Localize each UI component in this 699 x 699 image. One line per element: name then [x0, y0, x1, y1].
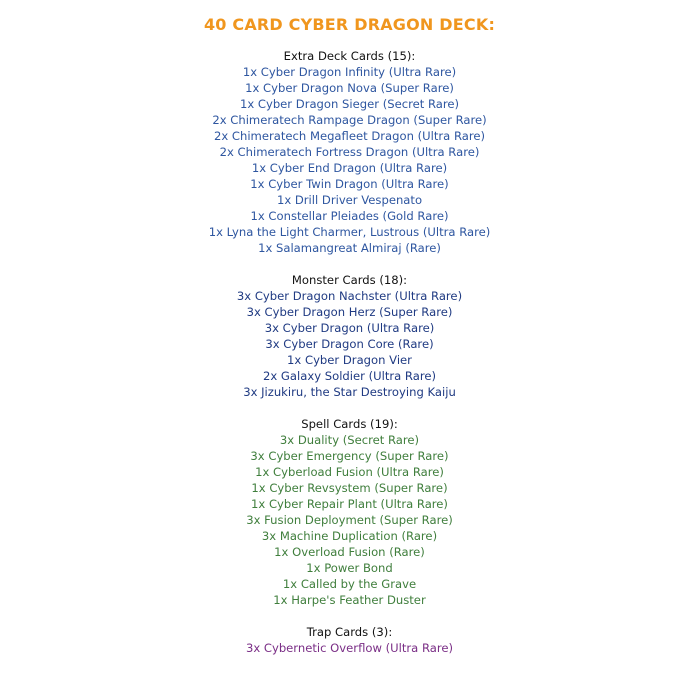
card-entry: 3x Fusion Deployment (Super Rare) — [246, 513, 453, 527]
card-entry: 1x Cyber Dragon Vier — [287, 353, 412, 367]
card-entry: 2x Chimeratech Fortress Dragon (Ultra Rare) — [219, 145, 480, 159]
page-title: 40 CARD CYBER DRAGON DECK: — [203, 15, 496, 34]
trap-card-list — [0, 640, 699, 656]
card-entry: 1x Lyna the Light Charmer, Lustrous (Ultra Rare) — [208, 225, 491, 239]
card-entry: 1x Called by the Grave — [282, 577, 417, 591]
card-entry: 1x Overload Fusion (Rare) — [274, 545, 425, 559]
card-entry: 1x Cyber Repair Plant (Ultra Rare) — [251, 497, 448, 511]
card-entry: 1x Cyberload Fusion (Ultra Rare) — [255, 465, 444, 479]
card-entry: 1x Drill Driver Vespenato — [276, 193, 423, 207]
card-entry: 3x Cyber Dragon Herz (Super Rare) — [246, 305, 453, 319]
extra-deck-section — [0, 48, 699, 256]
card-entry: 1x Power Bond — [306, 561, 393, 575]
card-entry: 1x Salamangreat Almiraj (Rare) — [258, 241, 441, 255]
card-entry: 1x Cyber End Dragon (Ultra Rare) — [251, 161, 448, 175]
card-entry: 1x Cyber Revsystem (Super Rare) — [251, 481, 448, 495]
card-entry: 3x Cyber Dragon Core (Rare) — [265, 337, 434, 351]
card-entry: 3x Jizukiru, the Star Destroying Kaiju — [243, 385, 456, 399]
trap-heading: Trap Cards (3): — [306, 625, 393, 639]
card-entry: 3x Cybernetic Overflow (Ultra Rare) — [245, 641, 454, 655]
trap-section — [0, 624, 699, 656]
card-entry: 1x Harpe's Feather Duster — [273, 593, 426, 607]
spell-section — [0, 416, 699, 608]
extra-deck-card-list — [0, 64, 699, 256]
spell-heading: Spell Cards (19): — [301, 417, 398, 431]
spell-card-list — [0, 432, 699, 608]
card-entry: 2x Galaxy Soldier (Ultra Rare) — [263, 369, 436, 383]
card-entry: 1x Cyber Dragon Infinity (Ultra Rare) — [242, 65, 457, 79]
card-entry: 2x Chimeratech Megafleet Dragon (Ultra Rare) — [213, 129, 486, 143]
monster-section — [0, 272, 699, 400]
card-entry: 2x Chimeratech Rampage Dragon (Super Rare) — [212, 113, 487, 127]
monster-heading: Monster Cards (18): — [291, 273, 408, 287]
extra-deck-heading: Extra Deck Cards (15): — [283, 49, 416, 63]
card-entry: 1x Cyber Twin Dragon (Ultra Rare) — [250, 177, 449, 191]
monster-card-list — [0, 288, 699, 400]
card-entry: 1x Cyber Dragon Nova (Super Rare) — [245, 81, 454, 95]
card-entry: 3x Duality (Secret Rare) — [279, 433, 420, 447]
card-entry: 1x Constellar Pleiades (Gold Rare) — [250, 209, 449, 223]
card-entry: 3x Cyber Dragon (Ultra Rare) — [264, 321, 435, 335]
card-entry: 1x Cyber Dragon Sieger (Secret Rare) — [239, 97, 460, 111]
card-entry: 3x Cyber Emergency (Super Rare) — [250, 449, 449, 463]
card-entry: 3x Cyber Dragon Nachster (Ultra Rare) — [236, 289, 463, 303]
card-entry: 3x Machine Duplication (Rare) — [261, 529, 438, 543]
